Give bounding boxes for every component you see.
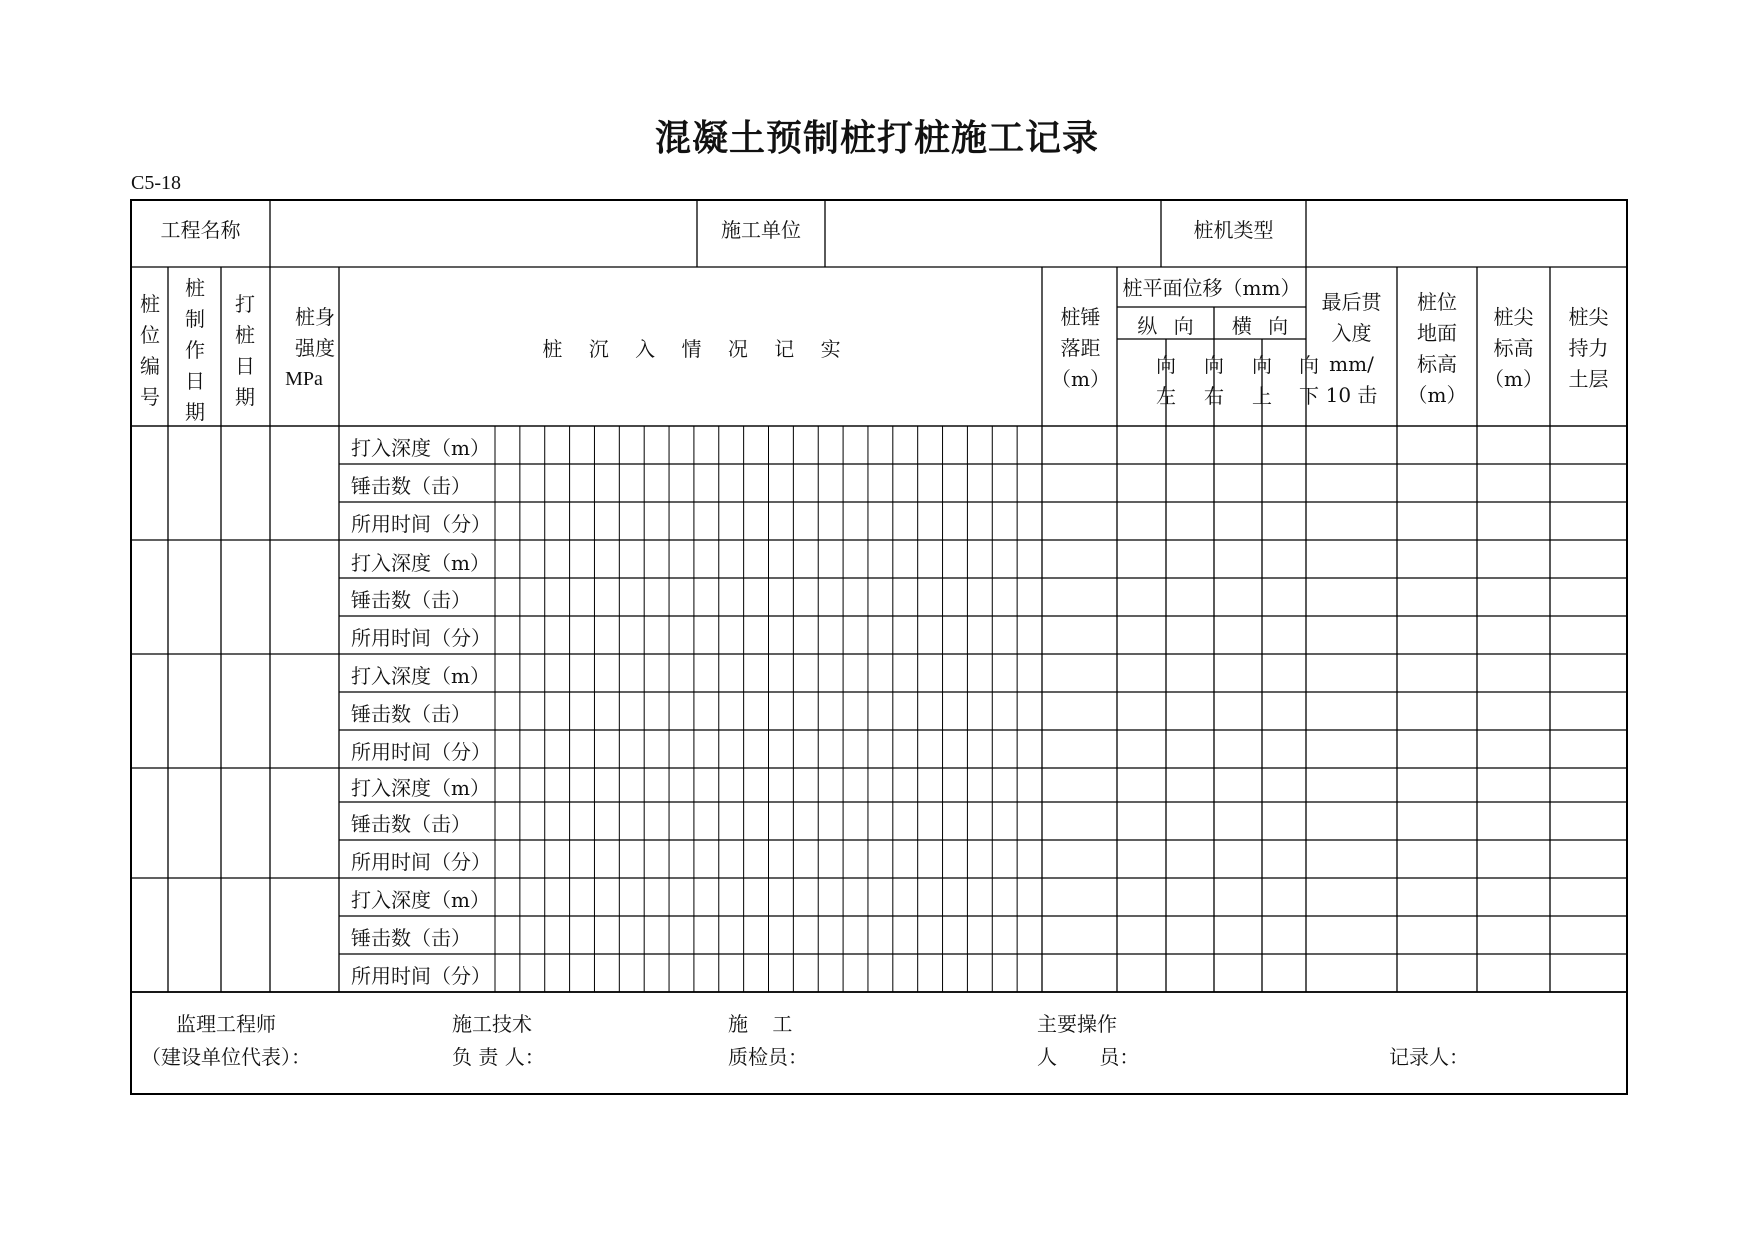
col-dir-left: 向左 <box>1156 353 1176 408</box>
row-label-time: 所用时间（分） <box>351 850 491 874</box>
sig-operator-1: 主要操作 <box>1037 1012 1117 1036</box>
project-name-label: 工程名称 <box>160 218 241 242</box>
project-name-input[interactable] <box>270 200 697 267</box>
col-ground-3: 标高 <box>1417 352 1457 376</box>
sig-operator-2: 人 员： <box>1037 1045 1140 1069</box>
pile-no-cell[interactable] <box>131 768 168 878</box>
row-label-blows: 锤击数（击） <box>351 926 471 950</box>
make-date-cell[interactable] <box>168 654 221 768</box>
row-label-depth: 打入深度（m） <box>351 551 490 575</box>
strength-cell[interactable] <box>270 426 339 540</box>
col-ground-1: 桩位 <box>1417 290 1457 314</box>
col-penetration-4: 10 击 <box>1325 383 1378 407</box>
col-strength-unit: MPa <box>285 368 323 390</box>
pile-no-cell[interactable] <box>131 654 168 768</box>
driving-date-cell[interactable] <box>221 768 270 878</box>
row-label-time: 所用时间（分） <box>351 740 491 764</box>
col-pile-no: 桩位编号 <box>140 292 160 409</box>
row-label-time: 所用时间（分） <box>351 512 491 536</box>
make-date-cell[interactable] <box>168 426 221 540</box>
col-driving-date: 打桩日期 <box>235 292 255 409</box>
row-label-time: 所用时间（分） <box>351 626 491 650</box>
strength-cell[interactable] <box>270 768 339 878</box>
form-code: C5-18 <box>131 172 181 194</box>
strength-cell[interactable] <box>270 878 339 992</box>
row-label-depth: 打入深度（m） <box>351 776 490 800</box>
construction-unit-label: 施工单位 <box>721 218 801 242</box>
col-displacement: 桩平面位移（mm） <box>1122 276 1301 300</box>
driving-date-cell[interactable] <box>221 540 270 654</box>
col-strength: 桩身强度 <box>295 305 335 360</box>
col-longitudinal: 纵 向 <box>1137 314 1194 338</box>
row-label-blows: 锤击数（击） <box>351 474 471 498</box>
col-hammer-drop-3: （m） <box>1051 367 1110 391</box>
driving-date-cell[interactable] <box>221 426 270 540</box>
pile-machine-type-input[interactable] <box>1306 200 1627 267</box>
pile-no-cell[interactable] <box>131 426 168 540</box>
sig-qc-1: 施 工 <box>728 1012 793 1036</box>
col-transverse: 横 向 <box>1231 314 1289 338</box>
record-sheet <box>131 200 1627 1094</box>
row-label-depth: 打入深度（m） <box>351 888 490 912</box>
form-title: 混凝土预制桩打桩施工记录 <box>654 117 1099 159</box>
pile-machine-type-label: 桩机类型 <box>1193 218 1274 242</box>
col-tip-layer-3: 土层 <box>1568 367 1609 391</box>
col-sinking-record: 桩 沉 入 情 况 记 实 <box>542 337 841 361</box>
col-tip-layer-2: 持力 <box>1568 336 1609 360</box>
make-date-cell[interactable] <box>168 768 221 878</box>
construction-unit-input[interactable] <box>825 200 1161 267</box>
row-label-time: 所用时间（分） <box>351 964 491 988</box>
strength-cell[interactable] <box>270 654 339 768</box>
sig-qc-2: 质检员： <box>728 1045 808 1069</box>
col-tip-elev-1: 桩尖 <box>1493 305 1534 329</box>
sig-recorder: 记录人： <box>1389 1045 1469 1069</box>
row-label-depth: 打入深度（m） <box>351 436 490 460</box>
pile-no-cell[interactable] <box>131 540 168 654</box>
row-label-blows: 锤击数（击） <box>351 702 471 726</box>
col-dir-down: 向下 <box>1299 353 1319 408</box>
row-label-blows: 锤击数（击） <box>351 812 471 836</box>
col-make-date: 桩制作日期 <box>185 276 205 424</box>
driving-date-cell[interactable] <box>221 654 270 768</box>
strength-cell[interactable] <box>270 540 339 654</box>
col-tip-layer-1: 桩尖 <box>1568 305 1609 329</box>
sig-supervisor-2: （建设单位代表）： <box>141 1045 311 1069</box>
col-ground-2: 地面 <box>1417 321 1457 345</box>
col-penetration-2: 入度 <box>1331 321 1372 345</box>
col-penetration-1: 最后贯 <box>1321 290 1382 314</box>
row-label-blows: 锤击数（击） <box>351 588 471 612</box>
make-date-cell[interactable] <box>168 540 221 654</box>
col-penetration-3: mm/ <box>1329 352 1374 376</box>
make-date-cell[interactable] <box>168 878 221 992</box>
pile-no-cell[interactable] <box>131 878 168 992</box>
col-tip-elev-3: （m） <box>1484 367 1543 391</box>
col-ground-4: （m） <box>1407 383 1467 407</box>
driving-date-cell[interactable] <box>221 878 270 992</box>
col-dir-right: 向右 <box>1204 353 1224 408</box>
col-tip-elev-2: 标高 <box>1493 336 1534 360</box>
col-dir-up: 向上 <box>1252 353 1272 408</box>
row-label-depth: 打入深度（m） <box>351 664 490 688</box>
sig-tech-1: 施工技术 <box>452 1012 532 1036</box>
col-hammer-drop-2: 落距 <box>1060 336 1101 360</box>
sig-supervisor-1: 监理工程师 <box>176 1012 276 1036</box>
sig-tech-2: 负 责 人： <box>452 1045 545 1069</box>
col-hammer-drop-1: 桩锤 <box>1060 305 1101 329</box>
